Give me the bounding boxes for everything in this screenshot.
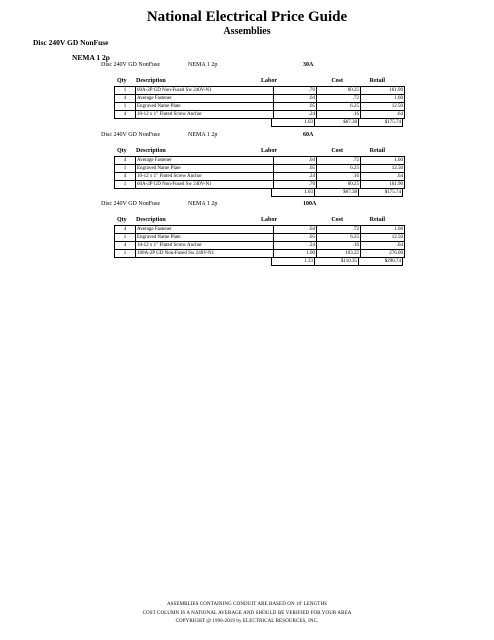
table-row [115,87,405,95]
assembly-nema: NEMA 1 2p [188,201,218,207]
description-header: Description [136,148,166,154]
qty-cell: 1 [115,234,136,242]
qty-cell: 1 [115,87,136,95]
labor-cell: .24 [274,242,317,250]
qty-cell: 1 [115,181,136,189]
retail-cell: 1.60 [361,95,405,103]
total-retail: $175.74 [359,189,403,197]
description-cell: 10-12 x 1" Fluted Screw Anchor [136,242,274,250]
cost-cell: 6.25 [317,234,361,242]
retail-cell: .64 [361,242,405,250]
description-cell: Average Fastener [136,157,274,165]
labor-header: Labor [260,78,277,84]
labor-cell: .24 [274,173,317,181]
items-table [114,156,405,189]
retail-header: Retail [369,217,385,223]
description-cell: 10-12 x 1" Fluted Screw Anchor [136,173,274,181]
total-retail: $290.74 [359,258,403,266]
items-table [114,225,405,258]
description-cell: Average Fastener [136,95,274,103]
total-cost: $110.35 [315,258,359,266]
labor-cell: .05 [274,234,317,242]
description-cell: 60A-2P GD Non-Fused Sw 240V-N1 [136,87,274,95]
table-row [115,173,405,181]
assembly-amps: 100A [303,201,317,207]
footer-line-cost: COST COLUMN IS A NATIONAL AVERAGE AND SHOULD BE VERIFIED FOR YOUR AREA [142,611,352,616]
labor-cell: .70 [274,87,317,95]
total-labor: 1.03 [272,119,315,127]
qty-cell: 4 [115,157,136,165]
cost-cell: 60.25 [317,87,361,95]
assembly-name: Disc 240V GD NonFuse [101,132,161,138]
total-cost: $67.38 [315,189,359,197]
labor-cell: .04 [274,95,317,103]
qty-cell: 1 [115,250,136,258]
assembly-amps: 60A [303,132,314,138]
retail-header: Retail [369,78,385,84]
footer-line-conduit: ASSEMBLIES CONTAINING CONDUIT ARE BASED ON 10' LENGTHS [166,602,328,607]
total-labor: 1.33 [272,258,315,266]
retail-cell: .64 [361,111,405,119]
assembly-name: Disc 240V GD NonFuse [101,201,161,207]
cost-cell: 6.25 [317,165,361,173]
labor-cell: .05 [274,165,317,173]
qty-cell: 1 [115,165,136,173]
subcategory-heading: NEMA 1 2p [72,53,110,62]
totals-row [271,118,403,127]
description-cell: Engraved Name Plate [136,103,274,111]
cost-cell: .16 [317,242,361,250]
cost-cell: 103.22 [317,250,361,258]
assembly-amps: 30A [303,62,314,68]
cost-cell: .72 [317,226,361,234]
table-row [115,165,405,173]
retail-cell: 161.90 [361,181,405,189]
cost-cell: .72 [317,157,361,165]
assembly-name: Disc 240V GD NonFuse [101,62,161,68]
retail-cell: 12.50 [361,165,405,173]
cost-header: Cost [331,148,343,154]
cost-header: Cost [331,78,343,84]
total-cost: $67.38 [315,119,359,127]
cost-cell: .72 [317,95,361,103]
description-cell: Engraved Name Plate [136,234,274,242]
labor-header: Labor [260,217,277,223]
retail-cell: 161.90 [361,87,405,95]
cost-cell: .16 [317,173,361,181]
qty-cell: 4 [115,111,136,119]
category-heading: Disc 240V GD NonFuse [33,38,109,47]
description-cell: 100A-2P GD Non-Fused Sw 240V-N1 [136,250,274,258]
cost-cell: 60.25 [317,181,361,189]
qty-cell: 4 [115,95,136,103]
table-row [115,234,405,242]
cost-header: Cost [331,217,343,223]
assembly-nema: NEMA 1 2p [188,132,218,138]
table-row [115,242,405,250]
labor-cell: .70 [274,181,317,189]
table-row [115,103,405,111]
retail-cell: 1.60 [361,226,405,234]
items-table [114,86,405,119]
labor-cell: .04 [274,226,317,234]
table-row [115,226,405,234]
assembly-nema: NEMA 1 2p [188,62,218,68]
retail-header: Retail [369,148,385,154]
page-subtitle: Assemblies [223,26,271,37]
table-row [115,95,405,103]
qty-cell: 4 [115,242,136,250]
footer-line-copyright: COPYRIGHT @ 1996-2019 by ELECTRICAL RESOURCES, INC. [175,619,319,624]
description-header: Description [136,217,166,223]
qty-header: Qty [117,217,127,223]
total-retail: $175.74 [359,119,403,127]
labor-cell: .05 [274,103,317,111]
qty-header: Qty [117,148,127,154]
description-cell: Engraved Name Plate [136,165,274,173]
labor-cell: .04 [274,157,317,165]
retail-cell: 12.50 [361,103,405,111]
cost-cell: 6.25 [317,103,361,111]
labor-cell: 1.00 [274,250,317,258]
retail-cell: 276.00 [361,250,405,258]
qty-header: Qty [117,78,127,84]
description-cell: 60A-2P GD Non-Fused Sw 240V-N1 [136,181,274,189]
labor-cell: .24 [274,111,317,119]
table-row [115,157,405,165]
total-labor: 1.03 [272,189,315,197]
retail-cell: 12.50 [361,234,405,242]
qty-cell: 1 [115,103,136,111]
description-header: Description [136,78,166,84]
labor-header: Labor [260,148,277,154]
totals-row [271,257,403,266]
description-cell: 10-12 x 1" Fluted Screw Anchor [136,111,274,119]
retail-cell: 1.60 [361,157,405,165]
page-title: National Electrical Price Guide [146,9,348,25]
cost-cell: .16 [317,111,361,119]
qty-cell: 4 [115,226,136,234]
description-cell: Average Fastener [136,226,274,234]
totals-row [271,188,403,197]
retail-cell: .64 [361,173,405,181]
qty-cell: 4 [115,173,136,181]
